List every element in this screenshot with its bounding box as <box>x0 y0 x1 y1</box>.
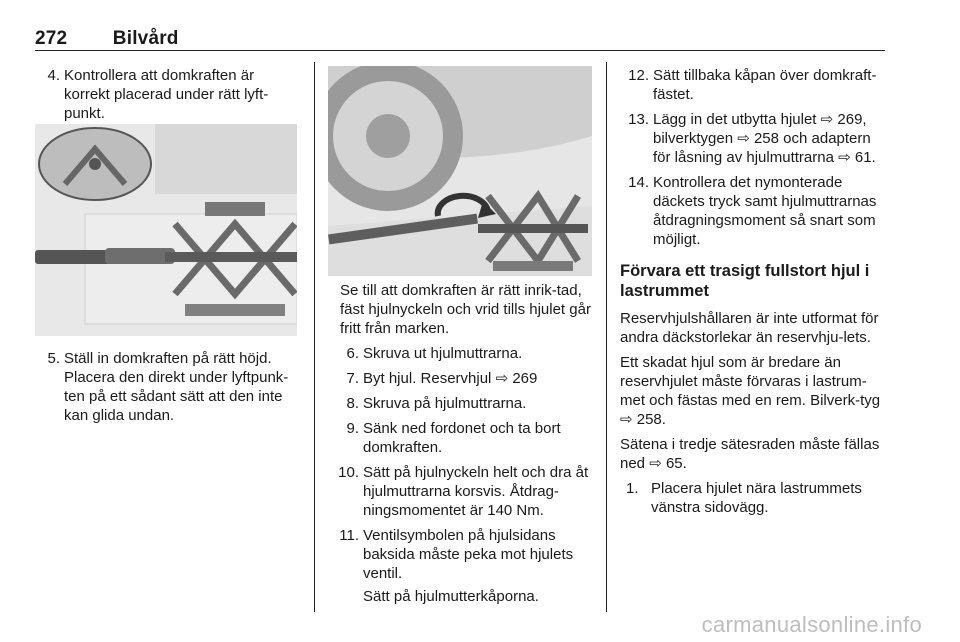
step-11: 11. Ventilsymbolen på hjulsidans baksida måste peka mot hjulets ventil. Sätt på hjulmutterkåporna. <box>328 526 592 606</box>
sub-step-1: 1. Placera hjulet nära lastrummets vänstra sidovägg. <box>626 480 862 516</box>
page-reference: 269 <box>512 370 538 387</box>
page-reference: 258 och adaptern <box>753 130 871 147</box>
wheel-lifting-illustration <box>328 66 592 276</box>
ref-arrow-icon: ⇨ <box>737 130 750 147</box>
ref-arrow-icon: ⇨ <box>820 111 834 128</box>
column-divider-2 <box>606 62 607 612</box>
ref-arrow-icon: ⇨ <box>495 370 509 387</box>
step-4 <box>35 66 300 123</box>
step-14: 14. Kontrollera det nymonterade däckets tryck samt hjulmuttrarnas åtdragningsmoment så snart som möjligt. <box>628 174 877 248</box>
step-13: 13. Lägg in det utbytta hjulet ⇨ 269, bilverktygen ⇨ 258 och adaptern för låsning av hjulmuttrarna ⇨ 61. <box>628 111 876 166</box>
watermark: carmanualsonline.info <box>701 612 922 637</box>
step-10: 10. Sätt på hjulnyckeln helt och dra åt hjulmuttrarna korsvis. Åtdrag-ningsmomentet är 140 Nm. <box>338 464 589 519</box>
step-8: 8. Skruva på hjulmuttrarna. <box>346 395 527 412</box>
step-number: 5. <box>47 350 60 367</box>
section-heading: Förvara ett trasigt fullstort hjul i lastrummet <box>620 262 870 300</box>
page-reference: 65. <box>665 455 687 472</box>
step-5 <box>35 349 300 425</box>
header-rule <box>35 50 885 51</box>
page-reference: 61. <box>854 149 876 166</box>
page-header <box>35 28 179 50</box>
column-2 <box>328 281 592 612</box>
ref-arrow-icon: ⇨ <box>838 149 851 166</box>
column-1 <box>35 66 300 129</box>
ref-arrow-icon: ⇨ <box>620 411 633 428</box>
ref-arrow-icon: ⇨ <box>649 455 662 472</box>
paragraph-damaged-wheel: Ett skadat hjul som är bredare än reservhjulet måste förvaras i lastrum-met och fästas med en rem. Bilverk-tyg ⇨ 258. <box>620 354 881 428</box>
step-7: 7. Byt hjul. Reservhjul ⇨ 269 <box>346 370 538 387</box>
column-1-lower <box>35 349 300 431</box>
jack-placement-illustration <box>35 124 297 336</box>
step-11-note: Sätt på hjulmutterkåporna. <box>363 588 539 605</box>
paragraph-third-row-seats: Sätena i tredje sätesraden måste fällas ned ⇨ 65. <box>620 436 880 472</box>
step-9: 9. Sänk ned fordonet och ta bort domkraften. <box>346 420 561 456</box>
step-6: 6. Skruva ut hjulmuttrarna. <box>346 345 523 362</box>
paragraph-spare-holder: Reservhjulshållaren är inte utformat för andra däckstorlekar än reservhju-lets. <box>620 310 879 346</box>
column-3 <box>620 66 886 517</box>
page-number: 272 <box>35 28 68 49</box>
step-text: Ställ in domkraften på rätt höjd. Placera den direkt under lyftpunk-ten på ett sådant sätt att den inte kan glida undan. <box>64 350 289 424</box>
step-number: 4. <box>47 67 60 84</box>
step-12: 12. Sätt tillbaka kåpan över domkraft-fästet. <box>628 67 877 103</box>
raise-instruction: Se till att domkraften är rätt inrik-tad, fäst hjulnyckeln och vrid tills hjulet går fritt från marken. <box>340 282 591 337</box>
column-divider-1 <box>314 62 315 612</box>
step-text: Kontrollera att domkraften är korrekt placerad under rätt lyft-punkt. <box>64 67 269 122</box>
page-reference: 258. <box>636 411 666 428</box>
section-title: Bilvård <box>112 28 179 49</box>
page-reference: 269, <box>837 111 867 128</box>
